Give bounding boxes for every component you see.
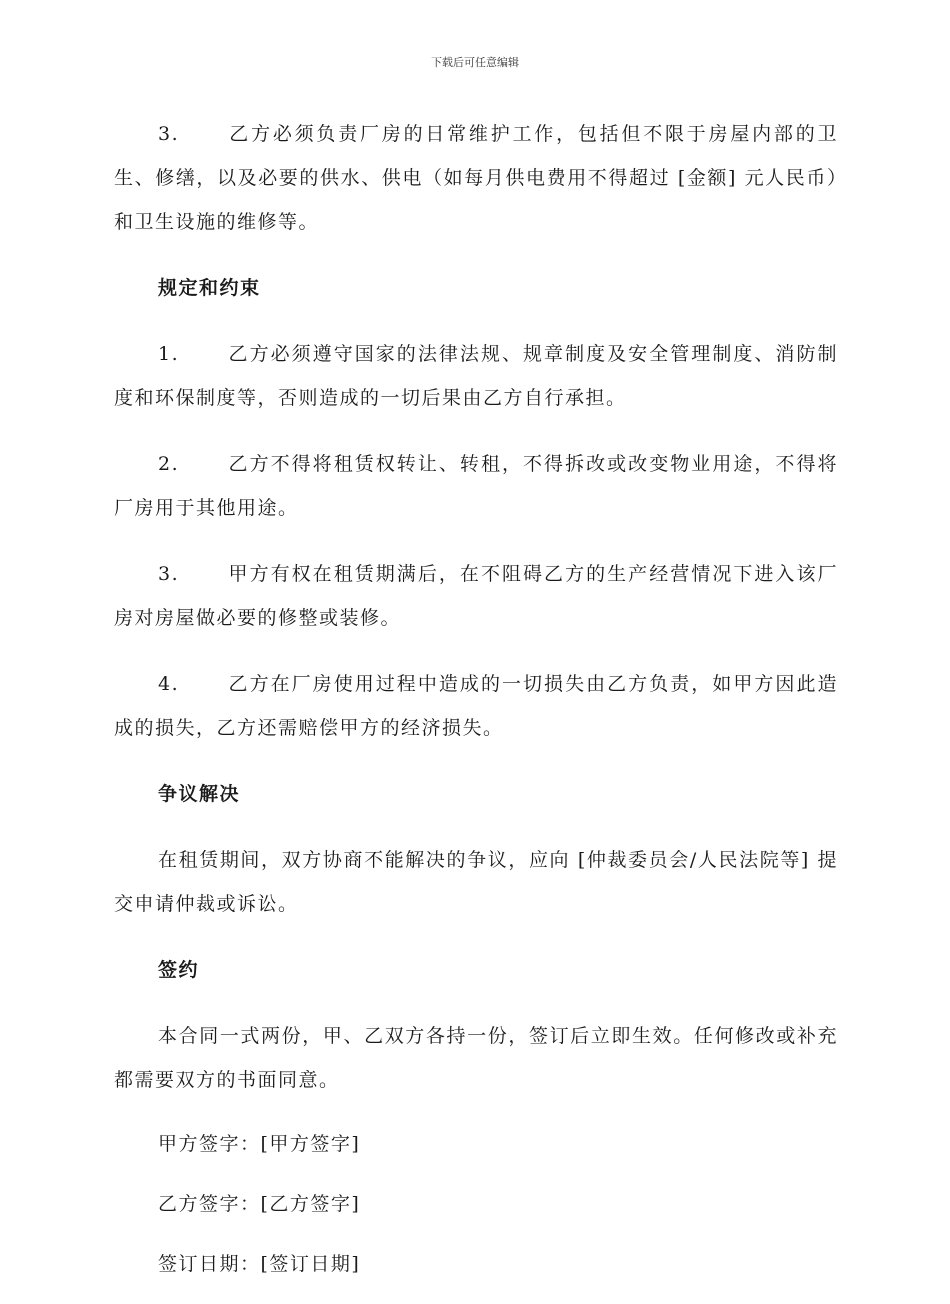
clause-number: 1. — [158, 343, 180, 365]
section-heading-signing: 签约 — [158, 959, 200, 981]
clause-number: 3. — [158, 123, 180, 145]
clause-number: 2. — [158, 453, 180, 475]
section-heading-dispute: 争议解决 — [158, 783, 241, 805]
rules-item-4 — [114, 662, 838, 750]
clause-number: 3. — [158, 563, 180, 585]
rules-item-2 — [114, 442, 838, 530]
party-b-signature-line: 乙方签字：[乙方签字] — [158, 1193, 361, 1215]
clause-number: 4. — [158, 673, 180, 695]
page-header: 下载后可任意编辑 — [431, 56, 519, 69]
rules-item-1 — [114, 332, 838, 420]
signing-date-line: 签订日期：[签订日期] — [158, 1253, 361, 1275]
clause-text: 乙方在厂房使用过程中造成的一切损失由乙方负责，如甲方因此造成的损失，乙方还需赔偿甲方的经济损失。 — [114, 673, 838, 739]
rules-item-3 — [114, 552, 838, 640]
section-heading-rules: 规定和约束 — [158, 277, 261, 299]
dispute-paragraph: 在租赁期间，双方协商不能解决的争议，应向 [仲裁委员会/人民法院等] 提交申请仲裁或诉讼。 — [114, 849, 838, 915]
document-body — [114, 112, 838, 1304]
clause-text: 甲方有权在租赁期满后，在不阻碍乙方的生产经营情况下进入该厂房对房屋做必要的修整或装修。 — [114, 563, 838, 629]
party-a-signature-line: 甲方签字：[甲方签字] — [158, 1133, 361, 1155]
clause-text: 乙方不得将租赁权转让、转租，不得拆改或改变物业用途，不得将厂房用于其他用途。 — [114, 453, 838, 519]
clause-text: 乙方必须遵守国家的法律法规、规章制度及安全管理制度、消防制度和环保制度等，否则造成的一切后果由乙方自行承担。 — [114, 343, 838, 409]
maintenance-clause — [114, 112, 838, 244]
signing-paragraph: 本合同一式两份，甲、乙双方各持一份，签订后立即生效。任何修改或补充都需要双方的书面同意。 — [114, 1025, 838, 1091]
clause-text: 乙方必须负责厂房的日常维护工作，包括但不限于房屋内部的卫生、修缮，以及必要的供水、供电（如每月供电费用不得超过 [金额] 元人民币）和卫生设施的维修等。 — [114, 123, 838, 233]
